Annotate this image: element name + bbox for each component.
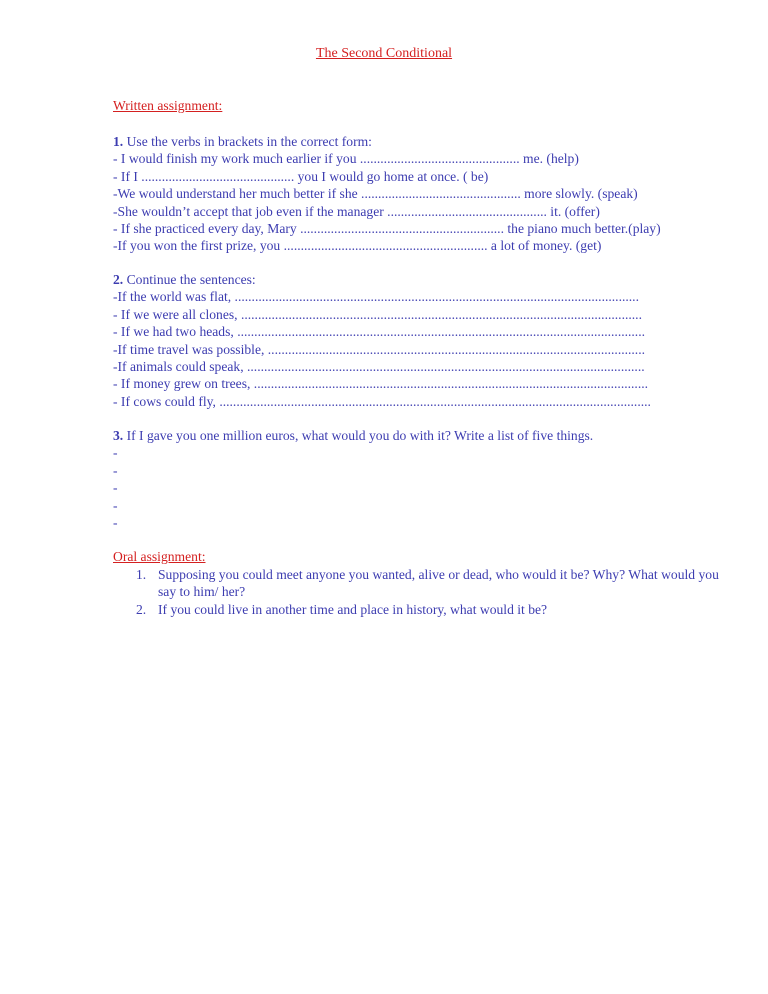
page-title: The Second Conditional	[315, 46, 453, 61]
section-2-number: 2.	[113, 272, 124, 287]
section-1	[113, 133, 661, 255]
section-2-instruction-text: Continue the sentences:	[123, 272, 256, 287]
list-item	[113, 601, 733, 618]
section-3-instruction-text: If I gave you one million euros, what would you do with it? Write a list of five things.	[123, 428, 594, 443]
list-line: -	[113, 497, 118, 513]
written-assignment-heading: Written assignment:	[113, 98, 223, 113]
list-line: -	[113, 514, 118, 530]
exercise-line: - If we had two heads, ........................................................................................................................	[113, 324, 646, 340]
exercise-line: -If the world was flat, .......................................................................................................................	[113, 289, 639, 305]
section-2	[113, 271, 651, 410]
oral-assignment-heading: Oral assignment:	[113, 549, 206, 564]
oral-item-text: If you could live in another time and place in history, what would it be?	[158, 601, 548, 617]
section-1-instruction-text: Use the verbs in brackets in the correct form:	[123, 134, 372, 149]
exercise-line: - If we were all clones, ......................................................................................................................	[113, 306, 642, 322]
section-3-instruction	[113, 427, 593, 444]
section-1-instruction	[113, 133, 661, 150]
list-item	[113, 566, 733, 601]
oral-assignment-list	[113, 566, 733, 618]
exercise-line: -If animals could speak, .....................................................................................................................	[113, 358, 645, 374]
oral-item-text: Supposing you could meet anyone you wanted, alive or dead, who would it be? Why? What would you say to him/ her?	[158, 567, 719, 600]
section-3-number: 3.	[113, 428, 124, 443]
section-3	[113, 427, 593, 531]
list-line: -	[113, 480, 118, 496]
exercise-line: - If cows could fly, ...............................................................................................................................	[113, 393, 651, 409]
exercise-line: - If she practiced every day, Mary ............................................................ the piano much better.(play)	[113, 220, 661, 236]
exercise-line: -She wouldn’t accept that job even if the manager ............................................... it. (offer)	[113, 203, 600, 219]
exercise-line: -We would understand her much better if she ............................................... more slowly. (speak)	[113, 186, 638, 202]
list-line: -	[113, 462, 118, 478]
exercise-line: - If I ............................................. you I would go home at once. ( be)	[113, 168, 489, 184]
exercise-line: - I would finish my work much earlier if you ............................................... me. (help)	[113, 151, 579, 167]
exercise-line: -If you won the first prize, you ............................................................ a lot of money. (get)	[113, 238, 602, 254]
section-2-instruction	[113, 271, 651, 288]
exercise-line: - If money grew on trees, ....................................................................................................................	[113, 376, 649, 392]
oral-item-number: 2.	[136, 601, 147, 617]
list-line: -	[113, 445, 118, 461]
section-1-number: 1.	[113, 134, 124, 149]
exercise-line: -If time travel was possible, ...............................................................................................................	[113, 341, 646, 357]
oral-item-number: 1.	[136, 567, 147, 582]
